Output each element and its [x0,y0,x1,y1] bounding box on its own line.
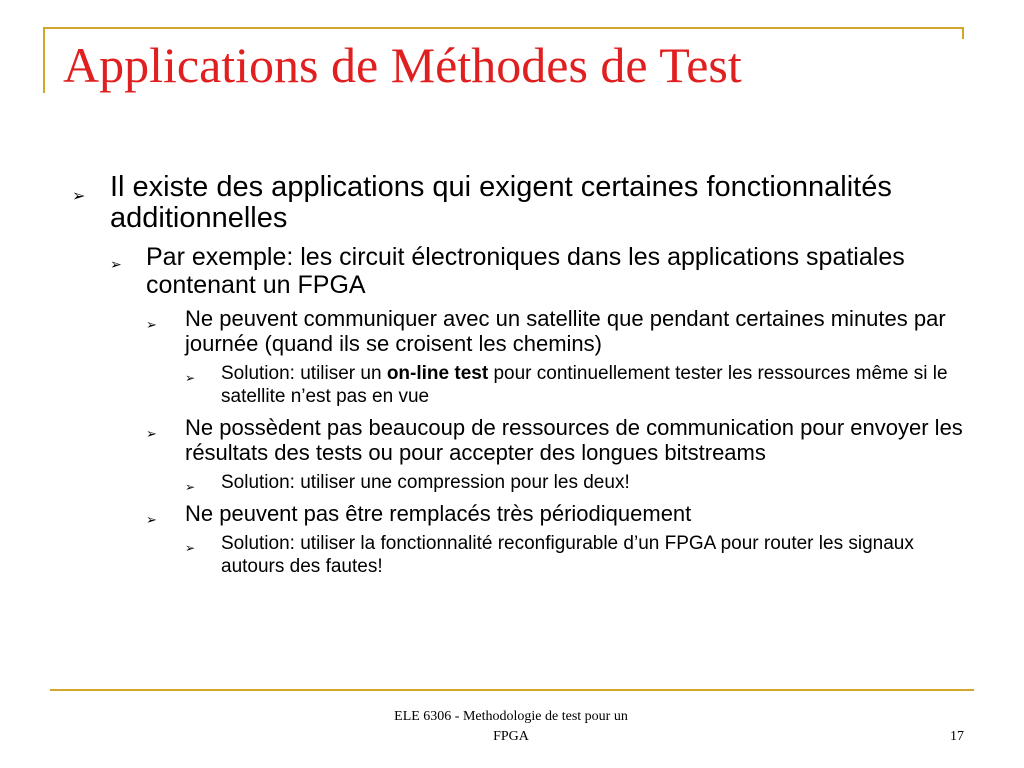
bullet-arrow-icon: ➢ [185,541,196,555]
bullet-item-level4 [185,532,972,578]
bullet-text: Ne peuvent communiquer avec un satellite que pendant certaines minutes par journée (quand ils se croisent les chemins) [185,306,946,356]
bullet-item-level3 [146,415,972,465]
bullet-arrow-icon: ➢ [146,317,157,332]
bullet-arrow-icon: ➢ [146,512,157,527]
footer-divider [50,689,974,691]
footer-course-title [356,707,666,747]
bullet-list [72,172,972,578]
bullet-text: Solution: utiliser la fonctionnalité reconfigurable d’un FPGA pour router les signaux autours des fautes! [221,533,914,577]
bullet-arrow-icon: ➢ [185,371,196,385]
bullet-text-prefix: Solution: utiliser un [221,363,387,384]
bullet-text-bold: on-line test [386,363,489,384]
bullet-item-level4 [185,362,972,408]
slide-title: Applications de Méthodes de Test [63,37,742,93]
footer-line-2: FPGA [493,729,529,744]
page-number: 17 [950,729,964,744]
bullet-arrow-icon: ➢ [185,480,196,494]
bullet-item-level2 [110,243,972,299]
bullet-item-level3 [146,306,972,356]
footer-line-1: ELE 6306 - Methodologie de test pour un [394,709,628,724]
bullet-item-level4 [185,471,972,494]
bullet-item-level1 [72,172,972,234]
bullet-arrow-icon: ➢ [72,188,86,205]
bullet-text: Solution: utiliser une compression pour les deux! [221,472,630,493]
bullet-text: Il existe des applications qui exigent certaines fonctionnalités additionnelles [110,171,892,234]
bullet-text: Par exemple: les circuit électroniques dans les applications spatiales contenant un FPGA [146,243,905,299]
bullet-arrow-icon: ➢ [110,256,122,272]
bullet-text: Ne peuvent pas être remplacés très périodiquement [185,501,692,526]
top-right-border-tick [962,27,964,39]
bullet-text: Ne possèdent pas beaucoup de ressources de communication pour envoyer les résultats des tests ou pour accepter des longues bitstreams [185,415,963,465]
bullet-item-level3 [146,501,972,526]
bullet-text-suffix: pour continuellement tester les ressources même si le satellite n’est pas en vue [221,363,948,407]
bullet-arrow-icon: ➢ [146,426,157,441]
left-border-line [43,27,45,93]
top-border-line [43,27,963,29]
